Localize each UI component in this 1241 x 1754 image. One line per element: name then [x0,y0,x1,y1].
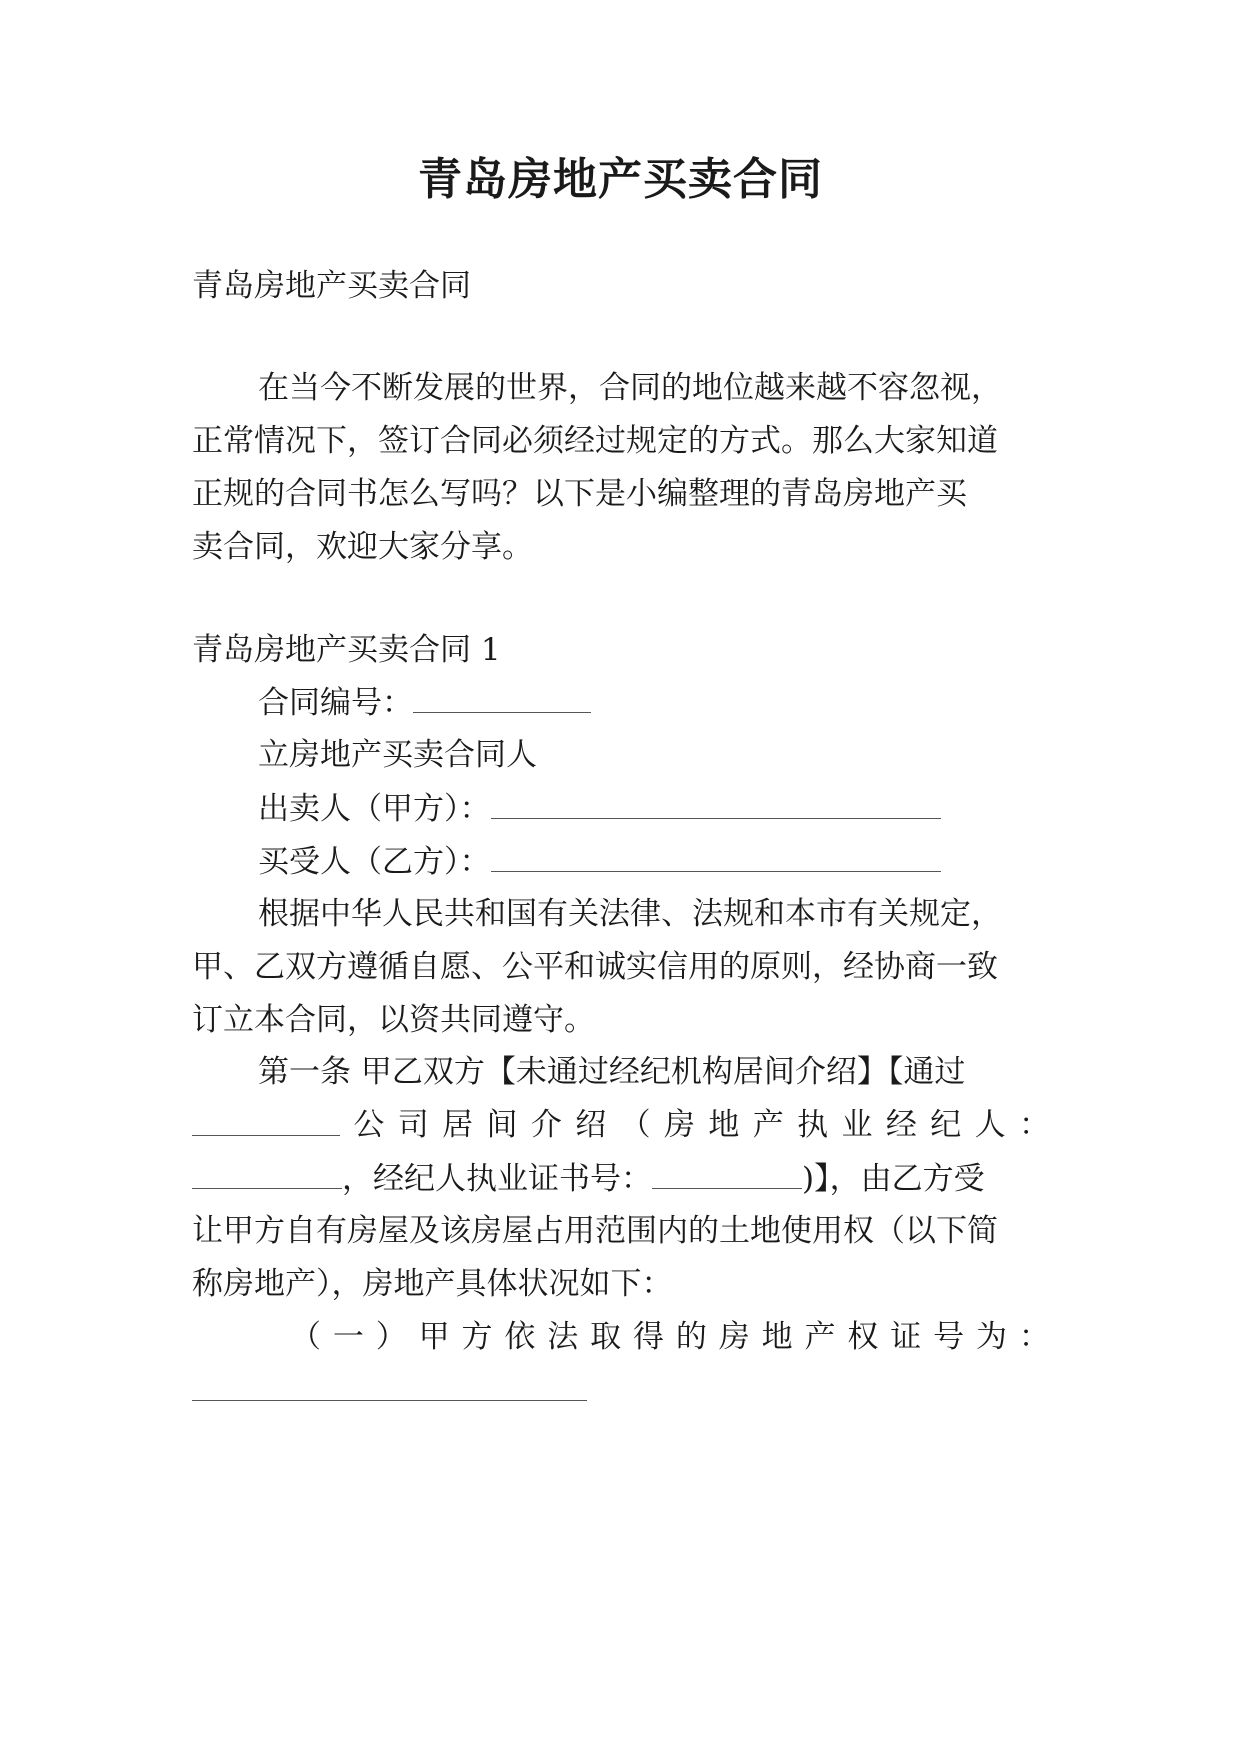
article1-line-5: 称房地产），房地产具体状况如下： [192,1266,673,1302]
article1-word: 司 [397,1107,429,1143]
article1-line-3 [192,1158,1052,1199]
clause1-word: （ [290,1319,321,1355]
clause1-word: ： [1018,1319,1050,1355]
clause1-word: 的 [675,1319,707,1355]
article1-word: 产 [752,1107,784,1143]
article1-word: 居 [442,1107,474,1143]
article1-word: 公 [353,1107,385,1143]
clause1-word: 依 [504,1319,536,1355]
article1-word: 绍 [575,1107,607,1143]
article1-line-1: 第一条 甲乙双方【未通过经纪机构居间介绍】【通过 [258,1054,966,1090]
article1-word: （ [619,1107,651,1143]
certificate-number-row [192,1370,1052,1411]
clause1-word: 地 [761,1319,793,1355]
article1-word: 纪 [930,1107,962,1143]
clause1-word: 方 [461,1319,493,1355]
clause1-word: 产 [804,1319,836,1355]
clause1-word: 甲 [418,1319,450,1355]
agency-name-blank [192,1105,340,1136]
article1-word: ： [1019,1107,1050,1143]
clause1-word: ） [375,1319,407,1355]
seller-row [258,788,1118,829]
intro-line-4: 卖合同，欢迎大家分享。 [192,529,533,565]
clause1-word: 号 [933,1319,965,1355]
broker-name-blank [192,1158,342,1189]
section-title: 青岛房地产买卖合同 1 [192,632,501,668]
clause1-line-1 [290,1317,1050,1357]
clause1-word: 得 [633,1319,664,1355]
article1-word: 介 [530,1107,562,1143]
contract-number-row [258,682,1118,723]
clause1-word: 为 [976,1319,1007,1355]
article1-line-3-tail: )】，由乙方受 [802,1161,985,1197]
document-title: 青岛房地产买卖合同 [418,154,823,205]
article1-line-2 [192,1105,1050,1145]
broker-cert-label: ，经纪人执业证书号： [342,1161,652,1197]
article1-word: 间 [486,1107,518,1143]
clause1-word: 取 [590,1319,622,1355]
document-subtitle: 青岛房地产买卖合同 [192,268,471,304]
certificate-number-blank [192,1370,587,1401]
intro-line-3: 正规的合同书怎么写吗？以下是小编整理的青岛房地产买 [192,476,967,512]
intro-line-1: 在当今不断发展的世界，合同的地位越来越不容忽视， [258,370,1002,406]
buyer-label: 买受人（乙方）： [258,844,491,880]
basis-line-2: 甲、乙双方遵循自愿、公平和诚实信用的原则，经协商一致 [192,949,998,985]
article1-word: 业 [841,1107,873,1143]
article1-word: 地 [708,1107,740,1143]
article1-word: 房 [664,1107,695,1143]
basis-line-3: 订立本合同，以资共同遵守。 [192,1002,595,1038]
seller-label: 出卖人（甲方）： [258,791,491,827]
clause1-word: 法 [547,1319,579,1355]
clause1-word: 权 [847,1319,879,1355]
contract-number-label: 合同编号： [258,685,413,721]
clause1-word: 证 [890,1319,922,1355]
article1-line-4: 让甲方自有房屋及该房屋占用范围内的土地使用权（以下简 [192,1213,998,1249]
contract-number-blank [413,682,591,713]
parties-label: 立房地产买卖合同人 [258,737,537,773]
clause1-word: 房 [718,1319,750,1355]
seller-blank [491,788,941,819]
article1-word: 经 [885,1107,917,1143]
buyer-row [258,841,1118,882]
clause1-word: 一 [332,1319,364,1355]
buyer-blank [491,841,941,872]
article1-word: 执 [797,1107,829,1143]
basis-line-1: 根据中华人民共和国有关法律、法规和本市有关规定， [258,896,1002,932]
broker-cert-blank [652,1158,802,1189]
article1-word: 人 [974,1107,1006,1143]
intro-line-2: 正常情况下，签订合同必须经过规定的方式。那么大家知道 [192,423,998,459]
